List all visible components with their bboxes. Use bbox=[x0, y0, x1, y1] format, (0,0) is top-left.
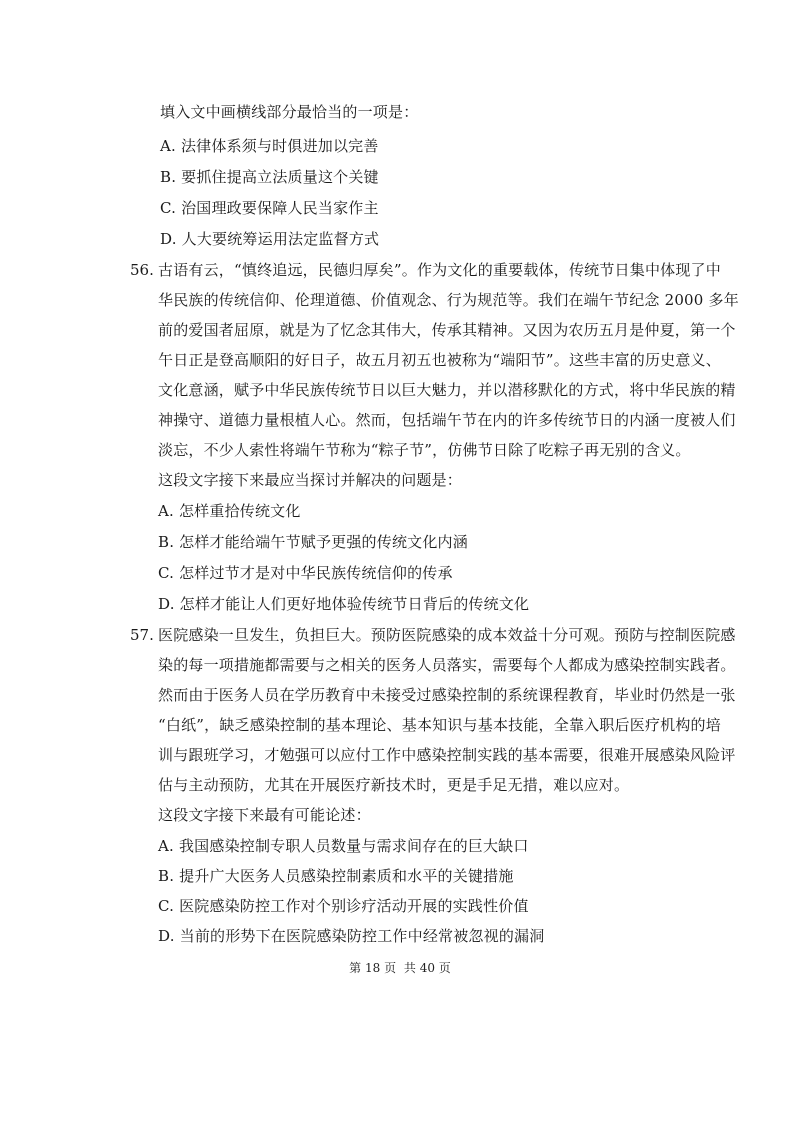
q56-passage-line: 神操守、道德力量根植人心。然而，包括端午节在内的许多传统节日的内涵一度被人们 bbox=[158, 411, 736, 429]
q57-passage-line: 训与跟班学习，才勉强可以应付工作中感染控制实践的基本需要，很难开展感染风险评 bbox=[158, 746, 736, 764]
page-footer bbox=[0, 960, 800, 976]
q56-passage-line: 前的爱国者屈原，就是为了忆念其伟大，传承其精神。又因为农历五月是仲夏，第一个 bbox=[158, 321, 736, 339]
page-total: 共 40 页 bbox=[403, 961, 451, 975]
intro-option-b: B. 要抓住提高立法质量这个关键 bbox=[160, 168, 379, 186]
q57-option-d: D. 当前的形势下在医院感染防控工作中经常被忽视的漏洞 bbox=[158, 927, 545, 945]
q56-option-c: C. 怎样过节才是对中华民族传统信仰的传承 bbox=[158, 564, 453, 582]
q56-option-a: A. 怎样重拾传统文化 bbox=[158, 502, 301, 520]
q57-number: 57. bbox=[130, 626, 154, 644]
q57-passage-line: 染的每一项措施都需要与之相关的医务人员落实，需要每个人都成为感染控制实践者。 bbox=[158, 656, 736, 674]
q56-passage-line: 文化意涵，赋予中华民族传统节日以巨大魅力，并以潜移默化的方式，将中华民族的精 bbox=[158, 381, 736, 399]
q56-option-b: B. 怎样才能给端午节赋予更强的传统文化内涵 bbox=[158, 533, 468, 551]
q57-passage-line: 估与主动预防，尤其在开展医疗新技术时，更是手足无措，难以应对。 bbox=[158, 776, 630, 794]
q57-option-c: C. 医院感染防控工作对个别诊疗活动开展的实践性价值 bbox=[158, 897, 529, 915]
intro-prompt: 填入文中画横线部分最恰当的一项是： bbox=[160, 103, 419, 121]
q56-passage-line: 古语有云，“慎终追远，民德归厚矣”。作为文化的重要载体，传统节日集中体现了中 bbox=[158, 261, 721, 279]
intro-option-c: C. 治国理政要保障人民当家作主 bbox=[160, 199, 379, 217]
q56-passage-line: 午日正是登高顺阳的好日子，故五月初五也被称为“端阳节”。这些丰富的历史意义、 bbox=[158, 351, 721, 369]
q57-passage-line: 然而由于医务人员在学历教育中未接受过感染控制的系统课程教育，毕业时仍然是一张 bbox=[158, 686, 736, 704]
q57-option-a: A. 我国感染控制专职人员数量与需求间存在的巨大缺口 bbox=[158, 837, 529, 855]
page-number: 第 18 页 bbox=[349, 961, 397, 975]
q56-option-d: D. 怎样才能让人们更好地体验传统节日背后的传统文化 bbox=[158, 595, 530, 613]
q56-prompt: 这段文字接下来最应当探讨并解决的问题是： bbox=[158, 471, 463, 489]
q56-number: 56. bbox=[130, 261, 154, 279]
q57-passage-line: “白纸”，缺乏感染控制的基本理论、基本知识与基本技能，全靠入职后医疗机构的培 bbox=[158, 716, 721, 734]
q57-prompt: 这段文字接下来最有可能论述： bbox=[158, 806, 371, 824]
q56-passage-line: 华民族的传统信仰、伦理道德、价值观念、行为规范等。我们在端午节纪念 2000 多年 bbox=[158, 291, 739, 309]
q57-passage-line: 医院感染一旦发生，负担巨大。预防医院感染的成本效益十分可观。预防与控制医院感 bbox=[158, 626, 736, 644]
q56-passage-line: 淡忘，不少人索性将端午节称为“粽子节”，仿佛节日除了吃粽子再无别的含义。 bbox=[158, 441, 691, 459]
q57-option-b: B. 提升广大医务人员感染控制素质和水平的关键措施 bbox=[158, 867, 514, 885]
intro-option-a: A. 法律体系须与时俱进加以完善 bbox=[160, 137, 379, 155]
intro-option-d: D. 人大要统筹运用法定监督方式 bbox=[160, 230, 380, 248]
